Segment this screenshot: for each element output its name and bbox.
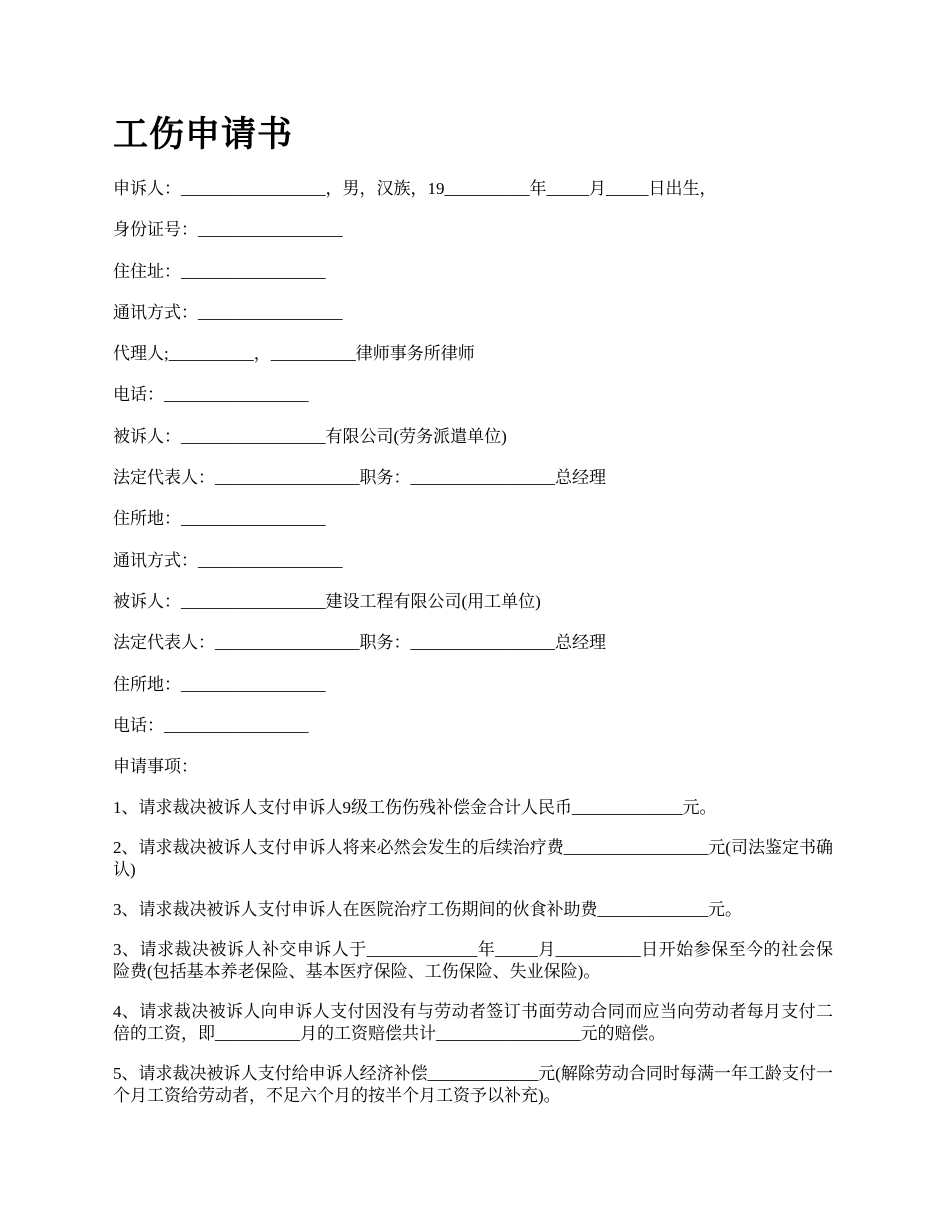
- complainant-line: 申诉人：_________________，男，汉族，19__________年_____月_____日出生，: [113, 179, 717, 198]
- phone-line: 电话：_________________: [113, 385, 309, 405]
- legal-rep-2-line: 法定代表人：_________________职务：_________________总经理: [113, 633, 606, 653]
- claim-item: 5、请求裁决被诉人支付给申诉人经济补偿_____________元(解除劳动合同时每满一年工龄支付一个月工资给劳动者，不足六个月的按半个月工资予以补充)。: [113, 1064, 833, 1106]
- claim-item: 4、请求裁决被诉人向申诉人支付因没有与劳动者签订书面劳动合同而应当向劳动者每月支付二倍的工资，即__________月的工资赔偿共计_________________元的赔偿。: [113, 1002, 833, 1044]
- address-line: 住住址：_________________: [113, 261, 326, 281]
- claims-heading: 申请事项：: [113, 757, 198, 777]
- id-number-line: 身份证号：_________________: [113, 220, 343, 240]
- legal-rep-1-line: 法定代表人：_________________职务：_________________总经理: [113, 468, 606, 488]
- respondent-1-address-line: 住所地：_________________: [113, 509, 326, 529]
- claim-item: 3、请求裁决被诉人支付申诉人在医院治疗工伤期间的伙食补助费_____________元。: [113, 900, 742, 920]
- document-page: [113, 110, 833, 1125]
- respondent-1-contact-line: 通讯方式：_________________: [113, 550, 343, 570]
- agent-line: 代理人;__________，__________律师事务所律师: [113, 344, 475, 364]
- contact-line: 通讯方式：_________________: [113, 302, 343, 322]
- document-title: 工伤申请书: [113, 115, 294, 155]
- respondent-2-line: 被诉人：_________________建设工程有限公司(用工单位): [113, 591, 541, 611]
- claim-item: 1、请求裁决被诉人支付申诉人9级工伤伤残补偿金合计人民币_____________元。: [113, 798, 717, 818]
- respondent-2-phone-line: 电话：_________________: [113, 715, 309, 735]
- respondent-1-line: 被诉人：_________________有限公司(劳务派遣单位): [113, 426, 507, 446]
- claim-item: 3、请求裁决被诉人补交申诉人于_____________年_____月__________日开始参保至今的社会保险费(包括基本养老保险、基本医疗保险、工伤保险、失业保险)。: [113, 940, 833, 982]
- respondent-2-address-line: 住所地：_________________: [113, 674, 326, 694]
- claim-item: 2、请求裁决被诉人支付申诉人将来必然会发生的后续治疗费_________________元(司法鉴定书确认): [113, 838, 833, 880]
